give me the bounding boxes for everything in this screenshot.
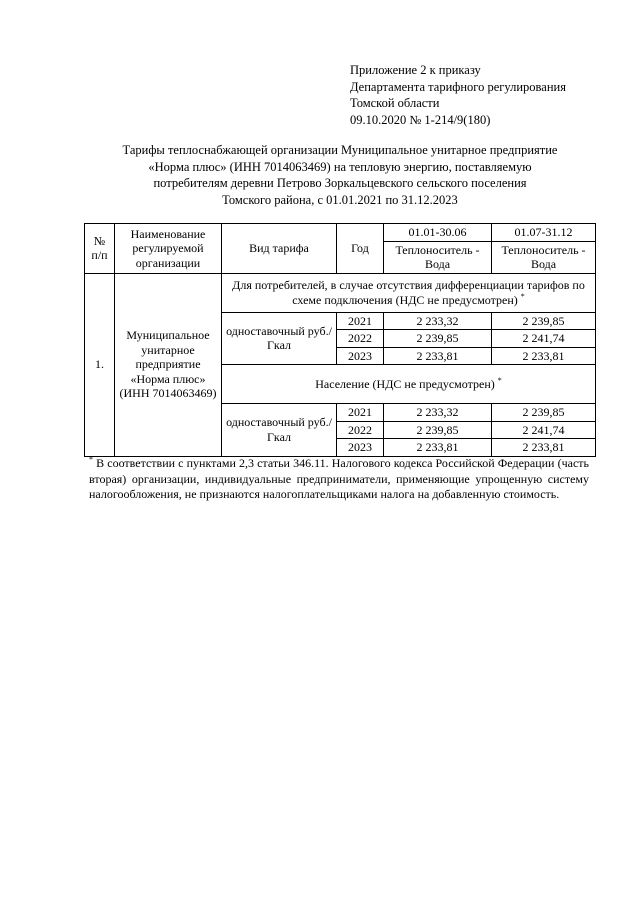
table-cell-year: 2021 bbox=[337, 404, 384, 422]
table-cell-value: 2 241,74 bbox=[492, 330, 596, 348]
footnote-mark: * bbox=[89, 455, 93, 464]
table-cell-value: 2 233,81 bbox=[492, 347, 596, 365]
table-cell-year: 2023 bbox=[337, 439, 384, 457]
title-line-3: потребителям деревни Петрово Зоркальцевского сельского поселения bbox=[153, 176, 527, 190]
footnote-text: В соответствии с пунктами 2,3 статьи 346.11. Налогового кодекса Российской Федерации (часть вторая) организации, индивидуальные предприниматели, применяющие упрощенную систему налогообложения, не признаются налогоплательщиками налога на добавленную стоимость. bbox=[89, 456, 590, 501]
table-cell-year: 2021 bbox=[337, 312, 384, 330]
table-cell-value: 2 239,85 bbox=[384, 330, 492, 348]
title-line-4: Томского района, с 01.01.2021 по 31.12.2023 bbox=[222, 192, 458, 207]
tariff-table bbox=[84, 223, 596, 457]
section-2-label bbox=[222, 365, 596, 404]
table-cell-value: 2 233,32 bbox=[384, 404, 492, 422]
organization-name: Муниципальное унитарное предприятие «Норма плюс» (ИНН 7014063469) bbox=[115, 273, 222, 456]
table-cell-year: 2022 bbox=[337, 330, 384, 348]
header-num: № п/п bbox=[85, 224, 115, 274]
header-year: Год bbox=[337, 224, 384, 274]
header-period-1: 01.01-30.06 bbox=[384, 224, 492, 242]
table-cell-value: 2 233,32 bbox=[384, 312, 492, 330]
table-cell-year: 2023 bbox=[337, 347, 384, 365]
annex-order-date-number: 09.10.2020 № 1-214/9(180) bbox=[350, 112, 491, 127]
table-cell-value: 2 239,85 bbox=[492, 404, 596, 422]
section-1-footnote-mark: * bbox=[520, 291, 525, 301]
table-cell-value: 2 239,85 bbox=[384, 421, 492, 439]
table-cell-year: 2022 bbox=[337, 421, 384, 439]
header-tariff-type: Вид тарифа bbox=[222, 224, 337, 274]
section-2-footnote-mark: * bbox=[497, 375, 502, 385]
section-1-label bbox=[222, 273, 596, 312]
table-cell-value: 2 239,85 bbox=[492, 312, 596, 330]
section-2-tariff-type: одноставочный руб./Гкал bbox=[222, 404, 337, 457]
title-line-2: «Норма плюс» (ИНН 7014063469) на тепловую энергию, поставляемую bbox=[148, 159, 532, 174]
header-medium-2: Теплоноситель - Вода bbox=[492, 241, 596, 273]
table-cell-value: 2 241,74 bbox=[492, 421, 596, 439]
header-organization: Наименование регулируемой организации bbox=[115, 224, 222, 274]
annex-line-1: Приложение 2 к приказу bbox=[350, 63, 481, 77]
section-2-label-text: Население (НДС не предусмотрен) bbox=[315, 376, 495, 391]
annex-line-2: Департамента тарифного регулирования bbox=[350, 79, 566, 94]
section-1-tariff-type: одноставочный руб./Гкал bbox=[222, 312, 337, 365]
table-cell-value: 2 233,81 bbox=[492, 439, 596, 457]
row-number: 1. bbox=[85, 273, 115, 456]
table-cell-value: 2 233,81 bbox=[384, 347, 492, 365]
section-1-label-text: Для потребителей, в случае отсутствия дифференциации тарифов по схеме подключения (НДС не предусмотрен) bbox=[232, 278, 585, 307]
title-line-1: Тарифы теплоснабжающей организации Муниципальное унитарное предприятие bbox=[122, 143, 558, 157]
document-title bbox=[40, 142, 640, 208]
header-period-2: 01.07-31.12 bbox=[492, 224, 596, 242]
header-medium-1: Теплоноситель - Вода bbox=[384, 241, 492, 273]
annex-block bbox=[350, 62, 610, 128]
table-cell-value: 2 233,81 bbox=[384, 439, 492, 457]
annex-line-3: Томской области bbox=[350, 96, 440, 110]
footnote bbox=[89, 456, 589, 503]
